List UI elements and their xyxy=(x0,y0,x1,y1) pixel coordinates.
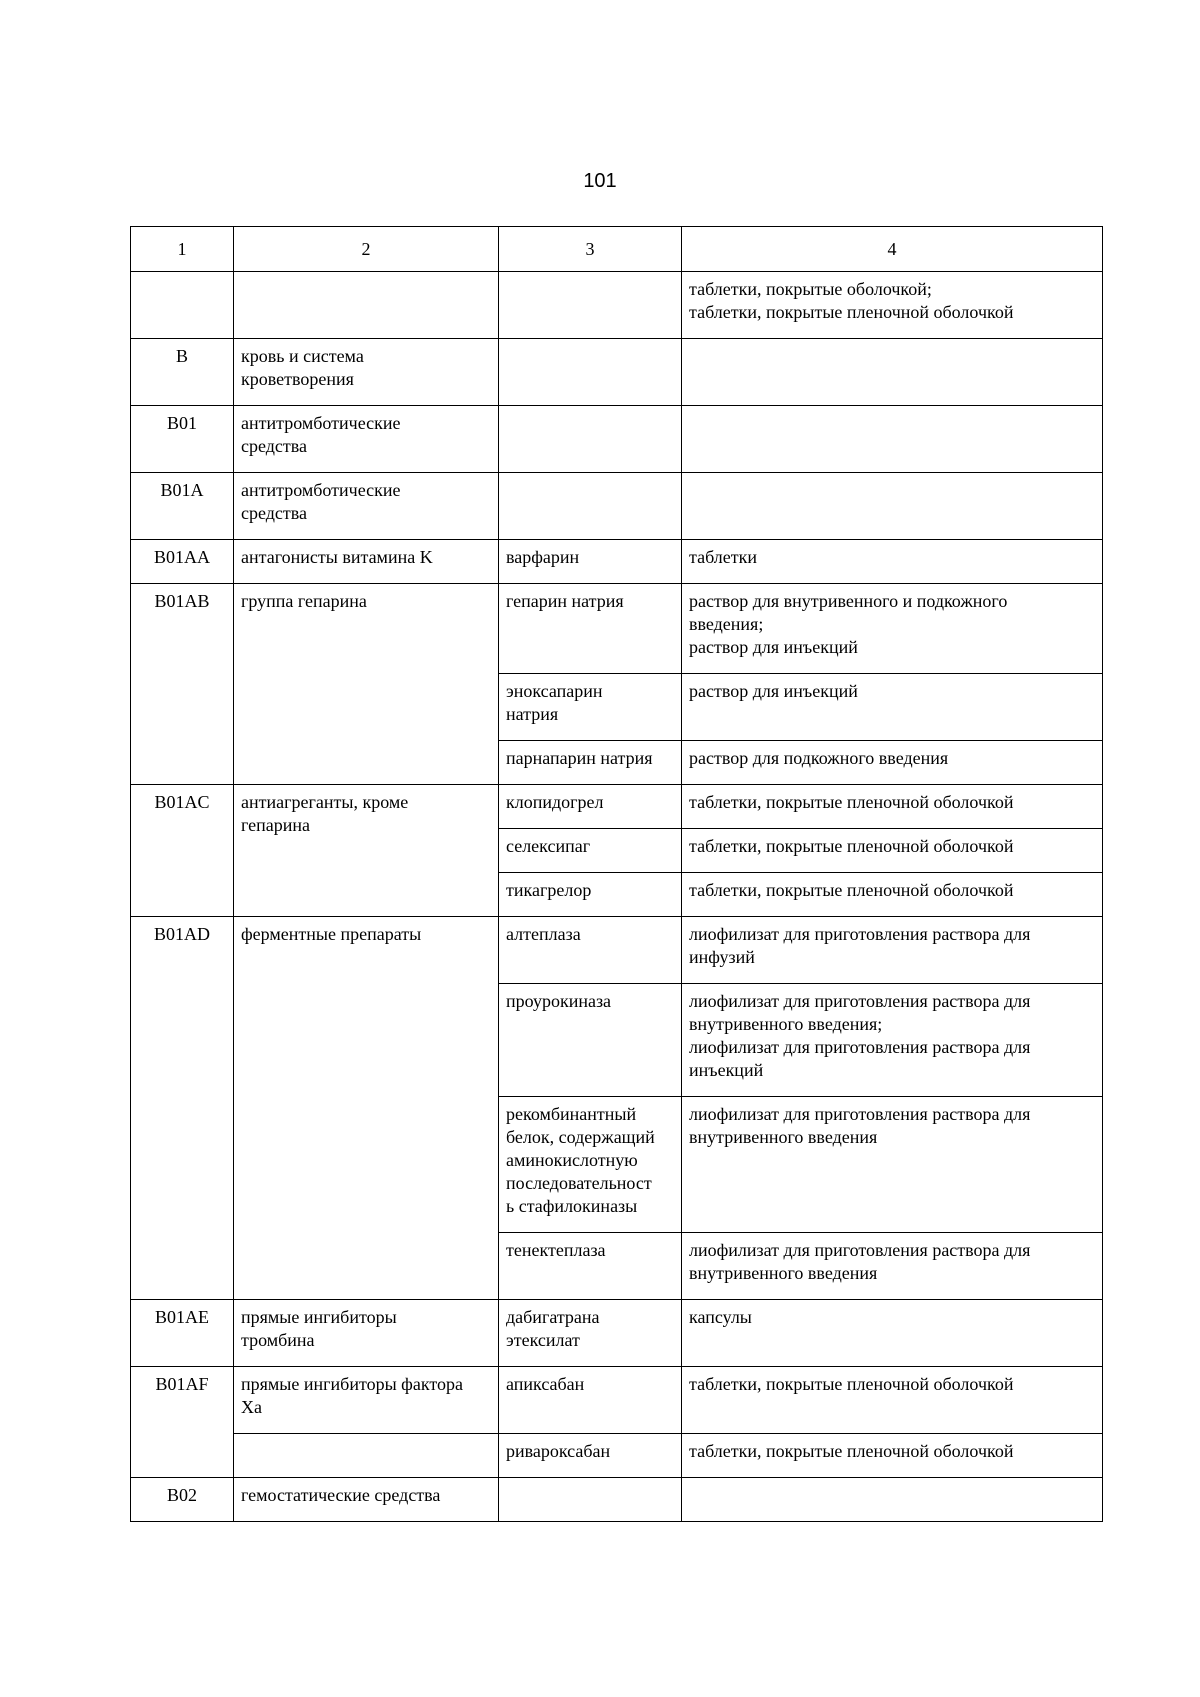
dosage-form-cell: таблетки, покрытые пленочной оболочкой xyxy=(682,829,1103,873)
table-row xyxy=(131,339,1103,406)
group-name-cell: прямые ингибиторы фактора Xa xyxy=(234,1367,499,1434)
group-name-cell: кровь и система кроветворения xyxy=(234,339,499,406)
drug-name-cell: тикагрелор xyxy=(499,873,682,917)
header-cell: 2 xyxy=(234,227,499,272)
drug-name-cell: рекомбинантный белок, содержащий аминокислотную последовательност ь стафилокиназы xyxy=(499,1097,682,1233)
group-name-cell: антитромботические средства xyxy=(234,406,499,473)
dosage-form-cell xyxy=(682,339,1103,406)
dosage-form-cell: лиофилизат для приготовления раствора для внутривенного введения xyxy=(682,1097,1103,1233)
dosage-form-cell: лиофилизат для приготовления раствора для инфузий xyxy=(682,917,1103,984)
drug-list-table xyxy=(130,226,1103,1522)
dosage-form-cell: раствор для внутривенного и подкожного введения; раствор для инъекций xyxy=(682,584,1103,674)
group-name-cell: прямые ингибиторы тромбина xyxy=(234,1300,499,1367)
dosage-form-cell: таблетки, покрытые пленочной оболочкой xyxy=(682,785,1103,829)
drug-name-cell: парнапарин натрия xyxy=(499,741,682,785)
atc-code-cell: B01AC xyxy=(131,785,234,917)
page-number: 101 xyxy=(583,170,617,192)
drug-name-cell xyxy=(499,473,682,540)
group-name-cell: группа гепарина xyxy=(234,584,499,785)
atc-code-cell: B01 xyxy=(131,406,234,473)
drug-name-cell: проурокиназа xyxy=(499,984,682,1097)
dosage-form-cell: капсулы xyxy=(682,1300,1103,1367)
table-row xyxy=(131,473,1103,540)
header-cell: 4 xyxy=(682,227,1103,272)
atc-code-cell: B01AF xyxy=(131,1367,234,1478)
drug-name-cell xyxy=(499,1478,682,1522)
group-name-cell: ферментные препараты xyxy=(234,917,499,1300)
group-name-cell xyxy=(234,1434,499,1478)
dosage-form-cell: лиофилизат для приготовления раствора для внутривенного введения xyxy=(682,1233,1103,1300)
atc-code-cell xyxy=(131,272,234,339)
dosage-form-cell: лиофилизат для приготовления раствора для внутривенного введения; лиофилизат для приготовления раствора для инъекций xyxy=(682,984,1103,1097)
dosage-form-cell: раствор для подкожного введения xyxy=(682,741,1103,785)
dosage-form-cell: таблетки, покрытые оболочкой; таблетки, покрытые пленочной оболочкой xyxy=(682,272,1103,339)
group-name-cell xyxy=(234,272,499,339)
drug-name-cell: тенектеплаза xyxy=(499,1233,682,1300)
dosage-form-cell: таблетки xyxy=(682,540,1103,584)
drug-name-cell: селексипаг xyxy=(499,829,682,873)
atc-code-cell: B xyxy=(131,339,234,406)
table-row xyxy=(131,1478,1103,1522)
table-row xyxy=(131,540,1103,584)
table-row xyxy=(131,272,1103,339)
drug-name-cell: алтеплаза xyxy=(499,917,682,984)
table-row xyxy=(131,785,1103,829)
table-row xyxy=(131,917,1103,984)
drug-name-cell: гепарин натрия xyxy=(499,584,682,674)
drug-name-cell: варфарин xyxy=(499,540,682,584)
atc-code-cell: B01AA xyxy=(131,540,234,584)
drug-name-cell: клопидогрел xyxy=(499,785,682,829)
atc-code-cell: B01AE xyxy=(131,1300,234,1367)
table-row xyxy=(131,406,1103,473)
drug-name-cell: ривароксабан xyxy=(499,1434,682,1478)
dosage-form-cell xyxy=(682,1478,1103,1522)
drug-name-cell: апиксабан xyxy=(499,1367,682,1434)
dosage-form-cell xyxy=(682,406,1103,473)
atc-code-cell: B01AB xyxy=(131,584,234,785)
table-row xyxy=(131,1367,1103,1434)
group-name-cell: гемостатические средства xyxy=(234,1478,499,1522)
group-name-cell: антагонисты витамина K xyxy=(234,540,499,584)
group-name-cell: антиагреганты, кроме гепарина xyxy=(234,785,499,917)
dosage-form-cell: таблетки, покрытые пленочной оболочкой xyxy=(682,873,1103,917)
group-name-cell: антитромботические средства xyxy=(234,473,499,540)
atc-code-cell: B01AD xyxy=(131,917,234,1300)
header-cell: 1 xyxy=(131,227,234,272)
table-row xyxy=(131,1300,1103,1367)
header-cell: 3 xyxy=(499,227,682,272)
drug-name-cell xyxy=(499,339,682,406)
drug-name-cell: эноксапарин натрия xyxy=(499,674,682,741)
drug-name-cell xyxy=(499,406,682,473)
atc-code-cell: B01A xyxy=(131,473,234,540)
atc-code-cell: B02 xyxy=(131,1478,234,1522)
dosage-form-cell: таблетки, покрытые пленочной оболочкой xyxy=(682,1434,1103,1478)
table-header-row xyxy=(131,227,1103,272)
dosage-form-cell: таблетки, покрытые пленочной оболочкой xyxy=(682,1367,1103,1434)
dosage-form-cell: раствор для инъекций xyxy=(682,674,1103,741)
drug-name-cell xyxy=(499,272,682,339)
dosage-form-cell xyxy=(682,473,1103,540)
table-row xyxy=(131,1434,1103,1478)
drug-name-cell: дабигатрана этексилат xyxy=(499,1300,682,1367)
table-row xyxy=(131,584,1103,674)
